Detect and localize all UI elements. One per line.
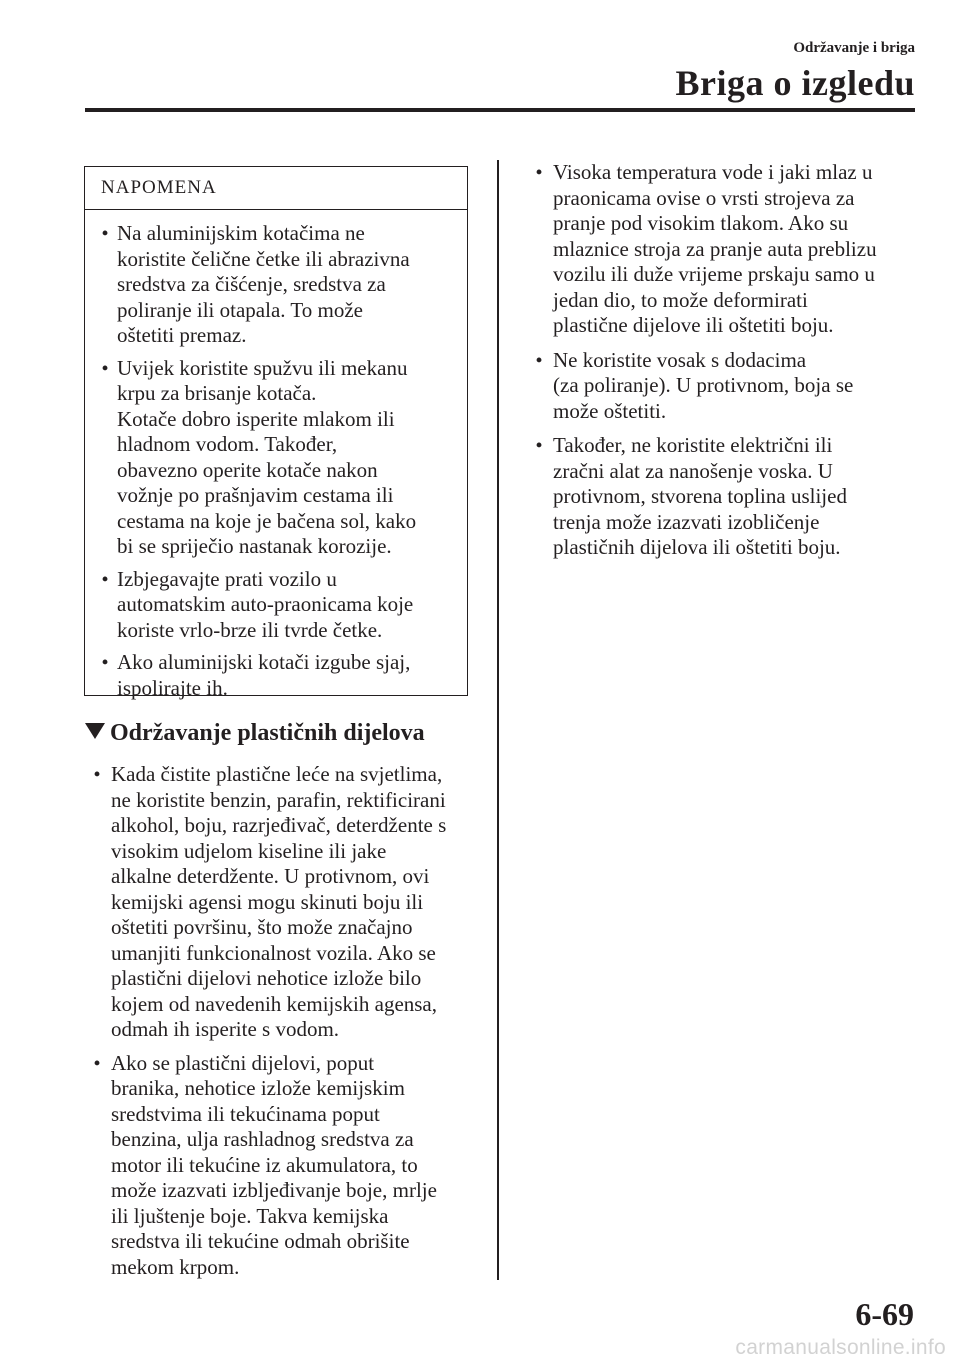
note-box bbox=[84, 166, 468, 700]
text-line: pranje pod visokim tlakom. Ako su bbox=[553, 211, 849, 235]
text-line: branika, nehotice izlože kemijskim bbox=[111, 1076, 405, 1100]
text-line: motor ili tekućine iz akumulatora, to bbox=[111, 1152, 418, 1177]
triangle-down-icon bbox=[85, 723, 105, 739]
bullet-icon: • bbox=[535, 162, 543, 182]
list-item bbox=[95, 221, 453, 349]
text-line: trenja može izazvati izobličenje bbox=[553, 509, 820, 534]
list-item bbox=[527, 160, 927, 339]
column-divider bbox=[497, 160, 499, 1280]
text-line: hladnom vodom. Također, bbox=[117, 432, 338, 456]
text-line: ispolirajte ih. bbox=[117, 675, 228, 700]
text-line: Visoka temperatura vode i jaki mlaz u bbox=[553, 160, 873, 184]
text-line: mekom krpom. bbox=[111, 1254, 240, 1279]
text-line: sredstvima ili tekućinama poput bbox=[111, 1101, 380, 1126]
text-line: poliranje ili otapala. To može bbox=[117, 297, 363, 322]
text-line: alkohol, boju, razrjeđivač, deterdžente s bbox=[111, 813, 447, 837]
watermark: carmanualsonline.info bbox=[735, 1336, 946, 1359]
bullet-icon: • bbox=[535, 349, 543, 370]
text-line: odmah ih isperite s vodom. bbox=[111, 1017, 340, 1041]
text-line: oštetiti premaz. bbox=[117, 323, 247, 347]
section-heading-text: Održavanje plastičnih dijelova bbox=[110, 720, 425, 746]
text-line: automatskim auto-praonicama koje bbox=[117, 592, 414, 616]
text-line: Ako se plastični dijelovi, poput bbox=[111, 1050, 375, 1075]
text-line: Također, ne koristite električni ili bbox=[553, 433, 833, 457]
text-line: zračni alat za nanošenje voska. U bbox=[553, 458, 833, 483]
text-line: oštetiti površinu, što može značajno bbox=[111, 915, 413, 939]
list-item bbox=[85, 1051, 485, 1281]
text-line: Kotače dobro isperite mlakom ili bbox=[117, 406, 395, 431]
text-line: kemijski agensi mogu skinuti boju ili bbox=[111, 889, 424, 914]
bullet-icon: • bbox=[93, 764, 101, 784]
running-header-section: Održavanje i briga bbox=[793, 40, 915, 56]
text-line: (za poliranje). U protivnom, boja se bbox=[553, 373, 854, 397]
text-line: visokim udjelom kiseline ili jake bbox=[111, 838, 387, 863]
text-line: benzina, ulja rashladnog sredstva za bbox=[111, 1127, 414, 1151]
text-line: umanjiti funkcionalnost vozila. Ako se bbox=[111, 940, 436, 965]
text-line: vožnje po prašnjavim cestama ili bbox=[117, 483, 394, 507]
text-line: plastične dijelove ili oštetiti boju. bbox=[553, 313, 834, 337]
text-line: protivnom, stvorena toplina uslijed bbox=[553, 484, 847, 508]
note-title: NAPOMENA bbox=[85, 167, 467, 210]
plastic-care-list bbox=[85, 762, 485, 1288]
bullet-icon: • bbox=[93, 1052, 101, 1073]
text-line: praonicama ovise o vrsti strojeva za bbox=[553, 185, 855, 210]
list-item bbox=[95, 567, 453, 644]
note-list bbox=[85, 210, 467, 701]
text-line: Na aluminijskim kotačima ne bbox=[117, 221, 365, 245]
text-line: Kada čistite plastične leće na svjetlima, bbox=[111, 762, 443, 786]
bullet-icon: • bbox=[101, 652, 109, 672]
bullet-icon: • bbox=[101, 357, 109, 378]
bullet-icon: • bbox=[101, 568, 109, 589]
text-line: ili ljuštenje boje. Takva kemijska bbox=[111, 1203, 389, 1228]
text-line: Ako aluminijski kotači izgube sjaj, bbox=[117, 650, 411, 674]
header-rule bbox=[85, 108, 915, 112]
text-line: sredstva za čišćenje, sredstva za bbox=[117, 272, 386, 296]
running-header-title: Briga o izgledu bbox=[675, 63, 915, 103]
text-line: može oštetiti. bbox=[553, 398, 667, 423]
text-line: koriste vrlo-brze ili tvrde četke. bbox=[117, 617, 383, 642]
list-item bbox=[95, 356, 453, 560]
text-line: Ne koristite vosak s dodacima bbox=[553, 347, 807, 372]
section-heading bbox=[85, 720, 425, 747]
list-item bbox=[95, 650, 453, 701]
list-item bbox=[527, 348, 927, 425]
text-line: kojem od navedenih kemijskih agensa, bbox=[111, 991, 438, 1016]
text-line: plastičnih dijelova ili oštetiti boju. bbox=[553, 535, 841, 559]
list-item bbox=[527, 433, 927, 561]
bullet-icon: • bbox=[101, 223, 109, 243]
text-line: sredstva ili tekućine odmah obrišite bbox=[111, 1229, 410, 1253]
text-line: bi se spriječio nastanak korozije. bbox=[117, 534, 392, 558]
page-number: 6-69 bbox=[855, 1296, 914, 1332]
list-item bbox=[85, 762, 485, 1043]
text-line: vozilu ili duže vrijeme prskaju samo u bbox=[553, 262, 875, 286]
text-line: alkalne deterdžente. U protivnom, ovi bbox=[111, 864, 430, 888]
text-line: mlaznice stroja za pranje auta preblizu bbox=[553, 236, 877, 261]
text-line: jedan dio, to može deformirati bbox=[553, 287, 808, 312]
text-line: Uvijek koristite spužvu ili mekanu bbox=[117, 355, 408, 380]
bullet-icon: • bbox=[535, 435, 543, 455]
right-column-list bbox=[527, 160, 927, 570]
text-line: koristite čelične četke ili abrazivna bbox=[117, 246, 410, 271]
text-line: može izazvati izbljeđivanje boje, mrlje bbox=[111, 1178, 437, 1202]
text-line: ne koristite benzin, parafin, rektificirani bbox=[111, 787, 446, 812]
text-line: obavezno operite kotače nakon bbox=[117, 457, 378, 482]
text-line: cestama na koje je bačena sol, kako bbox=[117, 508, 417, 533]
text-line: plastični dijelovi nehotice izlože bilo bbox=[111, 966, 422, 990]
text-line: krpu za brisanje kotača. bbox=[117, 381, 317, 405]
text-line: Izbjegavajte prati vozilo u bbox=[117, 566, 337, 591]
